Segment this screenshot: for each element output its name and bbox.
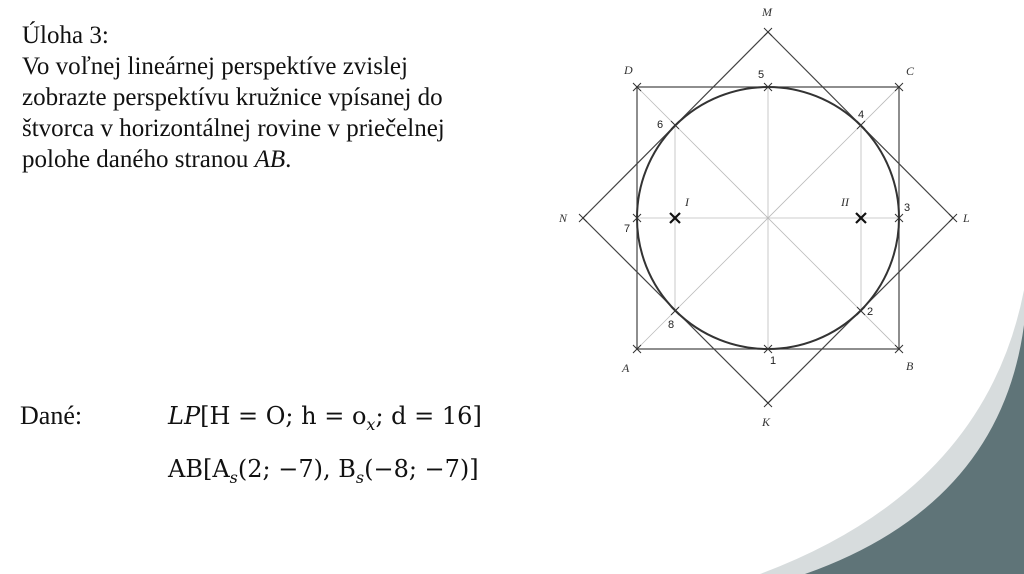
cross-icon (764, 28, 772, 36)
label-d: D (624, 63, 633, 77)
label-point-4: 4 (858, 109, 865, 121)
task-line-4-text: polohe daného stranou (22, 146, 255, 173)
label-point-8: 8 (668, 319, 675, 331)
given-lp-tail: ; d = 16] (375, 402, 482, 430)
label-point-5: 5 (758, 69, 765, 81)
label-c: C (906, 64, 915, 78)
task-line-4-var: AB (254, 146, 286, 173)
label-b: B (906, 359, 914, 373)
given-ab-b-sub: s (355, 468, 365, 487)
label-k: K (762, 415, 771, 429)
task-title: Úloha 3: (22, 22, 109, 49)
label-m: M (762, 5, 772, 19)
label-point-3: 3 (904, 202, 911, 214)
given-lp-name: LP (168, 402, 201, 430)
label-point-7: 7 (624, 223, 631, 235)
label-point-6: 6 (657, 119, 664, 131)
label-i: I (685, 195, 689, 209)
label-a: A (622, 361, 630, 375)
label-n: N (559, 211, 568, 225)
label-ii: II (841, 195, 849, 209)
given-ab-b-coords: (−8; −7)] (364, 455, 479, 483)
task-line-4-end: . (285, 146, 292, 173)
given-ab-a: [A (202, 455, 230, 483)
given-label: Dané: (20, 401, 83, 430)
cross-icon (949, 214, 957, 222)
label-point-2: 2 (867, 306, 874, 318)
label-point-1: 1 (770, 355, 777, 367)
task-line-2: zobrazte perspektívu kružnice vpísanej do (22, 84, 443, 111)
task-line-1: Vo voľnej lineárnej perspektíve zvislej (22, 53, 408, 80)
given-ab-a-sub: s (229, 468, 238, 487)
task-line-3: štvorca v horizontálnej rovine v priečelnej (22, 115, 445, 142)
given-ab-name: AB (168, 455, 203, 483)
given-ab-a-coords: (2; −7), B (237, 455, 356, 483)
given-lp-sub: x (366, 415, 376, 434)
cross-icon (764, 399, 772, 407)
given-lp-args: [H = O; h = o (200, 402, 367, 430)
cross-icon (579, 214, 587, 222)
label-l: L (963, 211, 970, 225)
